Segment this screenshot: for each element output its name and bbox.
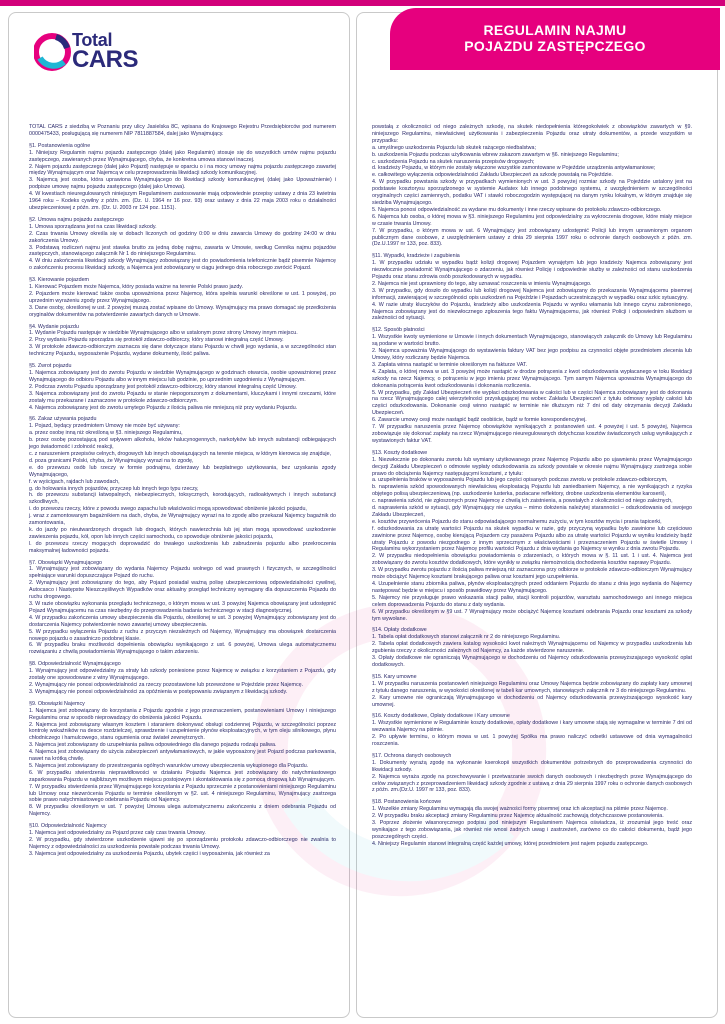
section-line: 5. W przypadku, gdy Zakład Ubezpieczeń nie wypłaci odszkodowania w całości lub w części Najemca zobowiązany jest do dokonania na rzecz Wynajmującego całej wierzytelności przysługującej mu wobec Zakładu Ubezpieczeń z tytułu odmowy wypłaty całości lub części odszkodowania. Dokonanie cesji winno nastąpić w terminie nie dłuższym niż 7 dni od daty otrzymania decyzji Zakładu Ubezpieczeń. <box>372 389 692 417</box>
section-line: 4. Zapłata, o której mowa w ust. 3 powyżej może nastąpić w drodze potrącenia z kwot odszkodowania wypłacanego w toku likwidacji szkody na rzecz Najemcy, o potrąceniu w jego imieniu przez Wynajmującego. Tym samym Najemca upoważnia Wynajmującego do dokonania potrącenia kwot odszkodowania i dokonania rozliczenia. <box>372 368 692 389</box>
section-heading: §7. Obowiązki Wynajmującego <box>29 559 103 566</box>
section-heading: §11. Wypadki, kradzieże i zagubienia <box>372 253 460 260</box>
section-heading: §13. Koszty dodatkowe <box>372 449 428 456</box>
section-line: 5. Najemca jest zobowiązany do przestrzegania ogólnych warunków umowy ubezpieczenia wykupionego dla Pojazdu. <box>29 762 309 769</box>
section-line: b. przez osobę pozostającą pod wpływem alkoholu, leków halucynogennych, narkotyków lub innych substancji odbiegających jego świadomość i zdolność reakcji, <box>29 437 336 451</box>
section-heading: §2. Umowa najmu pojazdu zastępczego <box>29 216 124 223</box>
section-line: e. całkowitego wyłączenia odpowiedzialności Zakładu Ubezpieczeń za szkodę powstałą na Pojeździe. <box>372 172 613 179</box>
section-line: 4. W przypadku powstania szkody w przypadkach wymienionych w ust. 3 powyżej rozmiar szkody na Pojeździe ustalony jest na podstawie kosztorysu sporządzonego w systemie Audatex lub innego podobnego systemu, z uwzględnieniem w szczególności oryginalnych części zamiennych, podatku VAT i stawki roboczogodzin występującej na danym rynku lokalnym, w którym znajduje się siedziba Wynajmującego. <box>372 179 692 206</box>
section-line: 4. Najemca jest zobowiązany do użycia zabezpieczeń antywłamaniowych, w jakie wyposażony jest Pojazd podczas parkowania, nawet na krótką chwilę. <box>29 749 336 763</box>
section-line: 4. Najemca zobowiązany jest do zwrotu umytego Pojazdu z ilością paliwa nie mniejszą niż przy wydaniu Pojazdu. <box>29 404 298 411</box>
section-heading: §5. Zwrot pojazdu <box>29 363 72 370</box>
section-line: 3. Poprzez złożenie własnoręcznego podpisu pod niniejszym Regulaminem Najemca oświadcza, iż zrozumiał jego treść oraz wynikające z tego zobowiązania, jak również nie wnosi żadnych uwag i zastrzeżeń, zarówno co do całości dokumentu, bądź jego poszczególnych części. <box>372 820 692 840</box>
top-accent-bar <box>0 0 725 6</box>
section-line: c. uszkodzenia Pojazdu na skutek naruszenia przepisów drogowych; <box>372 158 535 165</box>
section-12 <box>372 253 692 322</box>
section-line: l. do przewozu rzeczy mogących doprowadzić do trwałego uszkodzenia lub zabrudzenia pojazdu albo przekroczenia maksymalnej ładowności pojazdu. <box>29 540 336 554</box>
section-heading: §16. Koszty dodatkowe, Opłaty dodatkowe i Kary umowne <box>372 713 510 720</box>
section-14 <box>372 450 692 623</box>
section-line: 2. Najemca jest zobowiązany własnym kosztem i staraniem dokonywać obsługi codziennej Pojazdu, w szczególności poprzez kontrolę wskaźników na desce rozdzielczej, sprawdzenie i uzupełnienie płynów eksploatacyjnych, w tym oleju silnikowego, płynu chłodniczego i hamulcowego, stanu ogumienia oraz świateł zewnętrznych. <box>29 721 336 742</box>
section-line: 1. Wydanie Pojazdu następuje w siedzibie Wynajmującego albo w ustalonym przez strony Umowy innym miejscu. <box>29 330 298 337</box>
section-15 <box>372 627 692 668</box>
section-line: 2. W przypadku, gdy stwierdzone uszkodzenie ujawni się po sporządzeniu protokołu zdawczo-odbiorczego nie zwalnia to Najemcy z odpowiedzialności za uszkodzenia powstałe podczas trwania Umowy. <box>29 837 336 850</box>
section-line: 2. Wynajmujący jest zobowiązany do tego, aby Pojazd posiadał ważną polisę ubezpieczeniową odpowiedzialności cywilnej, Autocasco i Następstw Nieszczęśliwych Wypadków oraz aktualny przegląd techniczny wymagany dla dopuszczenia Pojazdu do ruchu drogowego. <box>29 580 336 601</box>
section-line: c. z naruszeniem przepisów celnych, drogowych lub innych obowiązujących na terenie miejsca, w którym kierowca się znajduje, <box>29 450 332 457</box>
page-title <box>390 22 720 54</box>
section-8 <box>29 661 336 696</box>
logo-word-total: Total <box>72 30 113 50</box>
section-heading: §18. Postanowienia końcowe <box>372 799 442 806</box>
section-line: 6. Najemca lub osoba, o której mowa w §3. niniejszego Regulaminu jest odpowiedzialny za wykroczenia drogowe, które miały miejsce w czasie trwania Umowy. <box>372 213 692 227</box>
section-line: 1. Pojazd, będący przedmiotem Umowy nie może być używany: <box>29 423 180 430</box>
section-line: 4. W dniu zakończenia likwidacji szkody Wynajmujący zobowiązany jest do powiadomienia telefonicznie bądź pisemnie Najemcę o zakończeniu procesu likwidacji szkody, a Najemca jest zobowiązany w ciągu jednego dnia roboczego zwrócić Pojazd. <box>29 258 336 272</box>
section-line: 1. Najemca jest zobowiązany do korzystania z Pojazdu zgodnie z jego przeznaczeniem, postanowieniami Umowy i niniejszego Regulaminu oraz w sposób nieprowadzący do obniżenia jakości Pojazdu. <box>29 707 336 721</box>
section-heading: §6. Zakaz używania pojazdu <box>29 416 97 423</box>
page-title-line2: POJAZDU ZASTĘPCZEGO <box>464 38 646 54</box>
section-line: 3. Opłaty dodatkowe nie ograniczają Wynajmującego w dochodzeniu od Najemcy odszkodowania przewyższającego wysokość opłat dodatkowych. <box>372 655 692 668</box>
left-column <box>29 124 336 863</box>
section-line: k. do jazdy po nieutwardzonych drogach lub drogach, których nawierzchnia lub jej stan mogą spowodować uszkodzenie zawieszenia pojazdu, kół, opon lub innych części samochodu, co spowoduje obniżenie jakości pojazdu, <box>29 526 336 540</box>
section-line: 5. Najemca ponosi odpowiedzialność za wydane mu dokumenty i inne rzeczy wpisane do protokołu zdawczo-odbiorczego. <box>372 206 662 213</box>
section-line: 3. Dane osoby, określonej w ust. 2 powyżej muszą zostać wpisane do Umowy. Wynajmujący ma prawo domagać się przedłożenia oryginałów dokumentów na potwierdzenie zawartych danych w Umowie. <box>29 304 336 318</box>
section-line: 2. Kary umowne nie ograniczają Wynajmującego w dochodzeniu od Najemcy odszkodowania przewyższającego wysokość kary umownej. <box>372 694 692 708</box>
section-line: 2. Najemca wyraża zgodę na przechowywanie i przetwarzanie swoich danych osobowych i niezbędnych przez Wynajmującego do celów związanych z przeprowadzeniem likwidacji szkody zgodnie z ustawą z dnia 29 sierpnia 1997 roku o ochronie danych osobowych z późn. zm.(Dz.U. 1997 nr 133, poz. 833). <box>372 773 692 794</box>
section-heading: §15. Kary umowne <box>372 673 417 680</box>
car-brand-swoosh-icon <box>34 28 72 74</box>
section-3 <box>29 277 336 318</box>
section-line: 2. Najemca upoważnia Wynajmującego do wystawienia faktury VAT bez jego podpisu za czynności objęte przedmiotem zlecenia lub Umowy, który rozliczany będzie Najemca. <box>372 348 692 361</box>
section-line: 2. Najemca nie jest uprawniony do tego, aby uznawać roszczenia w imieniu Wynajmującego. <box>372 280 592 287</box>
section-11 <box>372 124 692 248</box>
section-1 <box>29 143 336 212</box>
section-line: 1. Niezwłocznie po dokonaniu zwrotu lub wymiany użytkowanego przez Najemcę Pojazdu albo po ujawnieniu przez Wynajmującego decyzji Zakładu Ubezpieczeń o odmowie wypłaty odszkodowania za szkody powstałe w okresie najmu Wynajmujący zastrzega sobie prawo do obciążenia Najemcy następującymi kosztami, z tytułu: <box>372 456 692 477</box>
section-line: 7. W przypadku stwierdzenia przez Wynajmującego korzystania z Pojazdu sprzecznie z postanowieniami niniejszego Regulaminu lub Umowy oraz niezwrócenia Pojazdu w terminie określonym w §2. ust. 4 niniejszego Regulaminu, Wynajmujący zastrzega sobie prawo natychmiastowego odebrania Pojazdu od Najemcy. <box>29 783 336 804</box>
section-heading: §14. Opłaty dodatkowe <box>372 627 427 634</box>
section-line: b. naprawienia szkód spowodowanych niewłaściwą eksploatacją Pojazdu lub zaniedbaniem Najemcy, a nie wynikających z ryzyka objętego polisą ubezpieczeniową (np. uszkodzenie lusterka, pozłacane reflektory, drobne uszkodzenia elementów karoserii), <box>372 484 692 498</box>
section-line: f. odszkodowania za utratę wartości Pojazdu na skutek wypadku w razie, gdy przyczyną wypadku było zawinione lub częściowo zawinione przez Najemcę, osobę kierującą Pojazdem czy pasażera Pojazdu albo za utratę wartości Pojazdu w wyniku kradzieży bądź utraty Pojazdu z powodu niezgodnego z innym sprzecznym z właściwościami i przeznaczeniem Pojazdu w świetle Umowy i Regulaminu wykorzystaniem przez Najemcę profilu wartości Pojazdu z dnia wydania go Najemcy w wyniku z dnia zwrotu Pojazdu. <box>372 525 692 553</box>
section-line: 2. Najem pojazdu zastępczego (dalej jako Pojazd) następuje w oparciu o i na mocy umowy najmu pojazdu zastępczego zawartej między Wynajmującym oraz Najemcą w celu przeprowadzenia likwidacji szkody komunikacyjnej. <box>29 163 336 177</box>
section-heading: §9. Obowiązki Najemcy <box>29 700 85 707</box>
section-line: 3. Podstawą rozliczeń najmu jest stawka brutto za jedną dobę najmu, zawarta w Umowie, według Cennika najmu pojazdów zastępczych, stanowiącego załącznik Nr 1 do niniejszego Regulaminu. <box>29 244 336 258</box>
section-9 <box>29 701 336 818</box>
section-line: 4. Niniejszy Regulamin stanowi integralną część każdej umowy, której przedmiotem jest najem pojazdu zastępczego. <box>372 840 649 847</box>
section-line: a. przez osobę inną niż określoną w §3. niniejszego Regulaminu, <box>29 430 183 437</box>
section-line: 1. Wynajmujący jest odpowiedzialny za straty lub szkody poniesione przez Najemcę w związku z korzystaniem z Pojazdu, gdy zostały one spowodowane z winy Wynajmującego. <box>29 668 336 682</box>
section-line: 2. W przypadku niedopełnienia obowiązku powiadomienia o zdarzeniach, o których mowa w §. 11 ust. 1 i ust. 4. Najemca jest zobowiązany do zwrotu kosztów dodatkowych, które wynikły w związku niemożnością dochodzenia kosztów naprawy Pojazdu. <box>372 553 692 567</box>
logo-word-cars: CARS <box>72 46 139 73</box>
brand-logo <box>34 28 154 76</box>
section-line: 1. W przypadku udziału w wypadku bądź kolizji drogowej Pojazdem wynajętym lub jego kradzieży Najemca zobowiązany jest niezwłocznie powiadomić Wynajmującego o zdarzeniu, jak również Policję i odpowiednie służby w zależności od stanu uszkodzenia Pojazdu oraz stanu zdrowia osób poszkodowanych w wypadku. <box>372 260 692 281</box>
section-line: 7. W przypadku naruszenia przez Najemcę obowiązków wynikających z postanowień ust. 4 powyżej i ust. 5 powyżej, Najemca zobowiązuje się dokonać zapłaty na rzecz Wynajmującego nieuregulowanych dotychczas kosztów świadczonych usług wynikających z wystawionych faktur VAT. <box>372 424 692 444</box>
section-line: 1. W przypadku naruszenia postanowień niniejszego Regulaminu oraz Umowy Najemca będzie zobowiązany do zapłaty kary umownej z tytułu danego naruszenia, w wysokości określonej w tabeli kar umownych, stanowiących załącznik nr 3 do niniejszego Regulaminu. <box>372 680 692 694</box>
section-line: j. wraz z zamontowanym bagażnikiem na dach, chyba, że Wynajmujący wyrazi na to zgodę albo przekazał Najemcy bagażnik do zamontowania, <box>29 513 336 527</box>
section-6 <box>29 416 336 554</box>
intro-paragraph: TOTAL CARS z siedzibą w Poznaniu przy ulicy Jasielska 8C, wpisana do Krajowego Rejestru Przedsiębiorców pod numerem 0000475433, posługującą się numerem NIP 7811887584, dalej jako Wynajmujący. <box>29 124 336 137</box>
section-2 <box>29 217 336 272</box>
section-line: e. kosztów przywrócenia Pojazdu do stanu odpowiadającego normalnemu zużyciu, w tym kosztów mycia i prania tapicerki, <box>372 518 662 525</box>
section-line: 4. W kwestiach nieuregulowanych niniejszym Regulaminem zastosowanie mają odpowiednie przepisy ustawy z dnia 23 kwietnia 1964 roku – Kodeks cywilny z późn. zm. (Dz. U. 1964 nr 16 poz. 93) oraz ustawy z dnia 22 maja 2003 roku o działalności ubezpieczeniowej z późn. zm. (Dz. U. 2003 nr 124 poz. 1151). <box>29 191 336 211</box>
section-line: d. naprawienia szkód w sytuacji, gdy Wynajmujący nie uzyska – mimo dołożenia należytej staranności – odszkodowania od swojego Zakładu Ubezpieczeń, <box>372 505 692 518</box>
section-line: 3. Wynajmujący nie ponosi odpowiedzialności za opóźnienia w postępowaniu związanym z likwidacją szkody. <box>29 688 288 695</box>
section-line: 2. W przypadku braku akceptacji zmiany Regulaminu przez Najemcę aktualność zachowują dotychczasowe postanowienia. <box>372 813 664 820</box>
section-heading: §17. Ochrona danych osobowych <box>372 752 452 759</box>
section-heading: §3. Kierowanie pojazdem <box>29 277 90 284</box>
section-line: 1. Kierować Pojazdem może Najemca, który posiada ważne na terenie Polski prawo jazdy. <box>29 284 244 291</box>
section-heading: §4. Wydanie pojazdu <box>29 323 79 330</box>
section-18 <box>372 753 692 794</box>
section-line: e. do przewozu osób lub rzeczy w formie podnajmu, dzierżawy lub bezpłatnego użytkowania, bez uzyskania zgody Wynajmującego, <box>29 464 336 478</box>
page-title-line1: REGULAMIN NAJMU <box>483 22 627 38</box>
section-line: 3. W protokole zdawczo-odbiorczym zaznacza się dane dotyczące stanu Pojazdu w chwili jego wydania, a w szczególności stan techniczny Pojazdu, wyposażenie Pojazdu, wydane dokumenty, ilość paliwa. <box>29 344 336 358</box>
section-line: 1. Dokumenty wyrażą zgodę na wykonanie kserokopii wszystkich dokumentów potrzebnych do przeprowadzenia czynności do likwidacji szkody. <box>372 759 692 773</box>
section-line: 4. Uzupełnienie stanu zbiornika paliwa, płynów eksploatacyjnych przed oddaniem Pojazdu do stanu z dnia jego wydania do Najemcy następować będzie w miejscu i sposób prawidłowy przez Wynajmującego. <box>372 581 692 594</box>
section-line: a. umyślnego uszkodzenia Pojazdu lub skutek rażącego niedbalstwa; <box>372 144 536 151</box>
section-line: 5. Najemcy nie przysługuje prawo wskazania stacji paliw, stacji kontroli pojazdów, warsztatu samochodowego ani innego miejsca celem doprowadzenia Pojazdu do stanu z daty wydania. <box>372 594 692 608</box>
section-line: 6. W przypadku stwierdzenia nieprawidłowości w działaniu Pojazdu Najemca jest zobowiązany do natychmiastowego zaparkowania Pojazdu w najbliższym możliwym miejscu postojowym i skontaktowania się z pomocą drogową lub Wynajmującym. <box>29 769 336 783</box>
section-line: d. kradzieży Pojazdu, w którym nie zostały włączone wszystkie zamontowane w Pojeździe urządzenia antywłamaniowe; <box>372 165 656 172</box>
section-heading: §12. Sposób płatności <box>372 327 425 334</box>
section-line: 2. Podczas zwrotu Pojazdu sporządzany jest protokół zdawczo-odbiorczy, który stanowi integralną część Umowy. <box>29 383 297 390</box>
section-line: d. poza granicami Polski, chyba, że Wynajmujący wyrazi na to zgodę, <box>29 457 194 464</box>
section-line: 4. W przypadku zakończenia umowy ubezpieczenia dla Pojazdu, określonej w ust. 3 powyżej Wynajmujący zobowiązany jest do dostarczenia Najemcy potwierdzenie nowo zawartej umowy ubezpieczenia. <box>29 614 336 628</box>
section-line: f. w wyścigach, rajdach lub zawodach, <box>29 478 120 485</box>
section-line: 2. Czas trwania Umowy określa się w dobach liczonych od godziny 0:00 w dniu zawarcia Umowy do godziny 24:00 w dniu zakończenia Umowy. <box>29 230 336 244</box>
section-line: 2. Wynajmujący nie ponosi odpowiedzialności za rzeczy pozostawione lub przewożone w Pojeździe przez Najemcę. <box>29 681 304 688</box>
section-line: 4. W razie utraty kluczyków do Pojazdu, kradzieży albo uszkodzenia Pojazdu w wyniku włamania lub innego czynu zabronionego, Najemca zobowiązany jest do niezwłocznego zgłoszenia tego faktu Wynajmującemu, jak również Policji i odpowiednim służbom w zależności od sytuacji. <box>372 301 692 322</box>
section-line: g. do holowania innych pojazdów, przyczep lub innych tego typu rzeczy, <box>29 485 199 492</box>
section-line: 7. W przypadku, o którym mowa w ust. 6 Wynajmujący jest zobowiązany udostępnić Policji lub innym uprawnionym organom publicznym dane osobowe, z uwzględnieniem ustawy z dnia 29 sierpnia 1997 roku o ochronie danych osobowych z późn. zm.(Dz.U.1997 nr 133, poz. 833). <box>372 227 692 248</box>
section-line: 1. Najemca jest odpowiedzialny za Pojazd przez cały czas trwania Umowy. <box>29 830 206 837</box>
section-line: 2. Po upływie terminu, o którym mowa w ust. 1 powyżej Spółka ma prawo naliczyć odsetki ustawowe od dnia wymagalności roszczenia. <box>372 734 692 748</box>
section-line: 3. Najemca zobowiązany jest do zwrotu Pojazdu w stanie niepogorszonym z dokumentami, kluczykami i innymi rzeczami, które zostały mu przekazane i zaznaczone w protokole zdawczo-odbiorczym. <box>29 390 336 404</box>
section-line: 1. Tabela opłat dodatkowych stanowi załącznik nr 2 do niniejszego Regulaminu. <box>372 634 561 641</box>
section-16 <box>372 674 692 709</box>
section-19 <box>372 799 692 847</box>
section-line: 2. Pojazdem może kierować także osoba upoważniona przez Najemcę, która spełnia warunki określone w ust. 1 powyżej, po uprzednim wyrażeniu zgody przez Wynajmującego. <box>29 290 336 304</box>
section-line: 1. Umowa sporządzana jest na czas likwidacji szkody. <box>29 223 157 230</box>
section-line: 1. Wszelkie zmiany Regulaminu wymagają dla swojej ważności formy pisemnej oraz ich akceptacji na piśmie przez Najemcę. <box>372 806 668 813</box>
section-5 <box>29 363 336 411</box>
section-line: a. uzupełnienia braków w wyposażeniu Pojazdu lub jego części opisanych podczas zwrotu w protokole zdawczo-odbiorczym, <box>372 477 668 484</box>
section-line: 3. Najemca jest zobowiązany do uzupełniania paliwa odpowiedniego dla danego pojazdu rodzaju paliwa. <box>29 742 277 749</box>
title-banner <box>390 8 720 70</box>
section-13 <box>372 327 692 444</box>
section-line: powstałą z okoliczności od niego zależnych szkodę, na skutek niedopełnienia któregokolwiek z obowiązków zawartych w §9. niniejszego Regulaminu, niewłaściwej użytkowania i zabezpieczenia Pojazdu oraz utraty dokumentów, a przede wszystkim w przypadku: <box>372 124 692 144</box>
section-line: 1. Wszystkie kwoty wymienione w Umowie i innych dokumentach Wynajmującego, stanowiących załącznik do Umowy lub Regulaminu są podane w wartości brutto. <box>372 334 692 348</box>
section-line: 8. W przypadku określonym w ust. 7 powyżej Umowa ulega automatycznemu zakończeniu z dniem odebrania Pojazdu od Najemcy. <box>29 804 336 818</box>
section-heading: §1. Postanowienia ogólne <box>29 142 91 149</box>
section-7 <box>29 560 336 657</box>
section-line: 2. Tabela opłat dodatkowych zawiera katalog wysokości kwot należnych Wynajmującemu od Najemcy w przypadku uszkodzenia lub zgubienia rzeczy z okoliczności zależnych od Najemcy, za każde stwierdzone naruszenie. <box>372 641 692 655</box>
section-line: 1. Wynajmujący jest zobowiązany do wydania Najemcy Pojazdu wolnego od wad prawnych i fizycznych, w szczególności spełniające warunki dopuszczające Pojazd do ruchu. <box>29 566 336 580</box>
section-line: 3. W przypadku zwrotu pojazdu z ilością paliwa mniejszą niż zaznaczona przy odbiorze w protokole zdawczo-odbiorczym Wynajmujący może obciążyć Najemcę kosztami brakującego paliwa oraz kosztami jego uzupełnienia. <box>372 567 692 581</box>
section-line: b. uszkodzenia Pojazdu podczas użytkowania wbrew zakazom zawartym w §6. niniejszego Regulaminu; <box>372 151 619 158</box>
right-column <box>372 124 692 853</box>
section-4 <box>29 324 336 359</box>
section-line: h. do przewozu substancji łatwopalnych, niebezpiecznych, toksycznych, korodujących, radioaktywnych i innych substancji szkodliwych, <box>29 492 336 506</box>
section-line: i. do przewozu rzeczy, które z powodu swego zapachu lub właściwości mogą spowodować obniżenie jakości pojazdu, <box>29 506 307 513</box>
section-heading: §8. Odpowiedzialność Wynajmującego <box>29 661 121 668</box>
section-line: 6. W przypadku braku możliwości dopełnienia obowiązku wynikającego z ust. 6 powyżej, Umowa ulega automatycznemu rozwiązaniu z chwilą powiadomienia Wynajmującego o takim zdarzeniu. <box>29 642 336 656</box>
section-line: c. naprawienia szkód, nie zgłoszonych przez Najemcę z chwilą ich zaistnienia, a powstałych z okoliczności od niego zależnych, <box>372 498 673 505</box>
section-line: 3. Najemca jest odpowiedzialny za uszkodzenia Pojazdu, ubytek części i wyposażenia, jak również za <box>29 850 270 857</box>
section-line: 1. Niniejszy Regulamin najmu pojazdu zastępczego (dalej jako Regulamin) stosuje się do wszystkich umów najmu pojazdu zastępczego, zawieranych przez Wynajmującego, chyba, że konkretna umowa stanowi inaczej. <box>29 149 336 163</box>
section-line: 6. W przypadku określonym w §9 ust. 7 Wynajmujący może obciążyć Najemcę kosztami odebrania Pojazdu oraz kosztami za szkody tym wywołane. <box>372 608 692 622</box>
section-line: 6. Zawarcie umowy cesji może nastąpić bądź osobiście, bądź w formie korespondencyjnej. <box>372 417 587 424</box>
section-line: 1. Najemca zobowiązany jest do zwrotu Pojazdu w siedzibie Wynajmującego w godzinach otwarcia, osobie upoważnionej przez Wynajmującego do odbioru Pojazdu albo w innym miejscu lub godzinie, po uprzednim uzgodnieniu z Wynajmującym. <box>29 370 336 383</box>
section-line: 3. W przypadku, gdy doszło do wypadku lub kolizji drogowej Najemca jest zobowiązany do przekazania Wynajmującemu pisemnej informacji, zawierającej w szczególności opis uszkodzeń na Pojeździe i Pojazdach uczestniczących w wypadku oraz szkic sytuacyjny. <box>372 287 692 301</box>
section-17 <box>372 713 692 748</box>
section-line: 5. W przypadku wyłączenia Pojazdu z ruchu z przyczyn niezależnych od Najemcy, Wynajmujący ma obowiązek dostarczenia nowego pojazdu o zasadniczo podobnej klasie. <box>29 628 336 642</box>
section-line: 3. Najemcą jest osoba, która uprawiona Wynajmującego do likwidacji szkody komunikacyjnej (dalej jako Upoważnienie) i podpisze umowę najmu pojazdu zastępczego (dalej jako Umowa). <box>29 177 336 191</box>
section-heading: §10. Odpowiedzialność Najemcy <box>29 823 107 830</box>
section-10 <box>29 823 336 858</box>
section-line: 1. Wszystkie wymienione w Regulaminie koszty dodatkowe, opłaty dodatkowe i kary umowne stają się wymagalne w terminie 7 dni od wezwania Najemcy na piśmie. <box>372 720 692 734</box>
section-line: 2. Przy wydaniu Pojazdu sporządza się protokół zdawczo-odbiorczy, który stanowi integralną część Umowy. <box>29 337 284 344</box>
section-line: 3. W razie obowiązku wykonania przeglądu technicznego, o którym mowa w ust. 3 powyżej Najemca obowiązany jest udostępnić Pojazd Wynajmującemu na czas niezbędny do przeprowadzenia badania technicznego w stacji diagnostycznej. <box>29 601 336 614</box>
section-line: 3. Zapłata winna nastąpić w terminie określonym na fakturze VAT. <box>372 361 528 368</box>
